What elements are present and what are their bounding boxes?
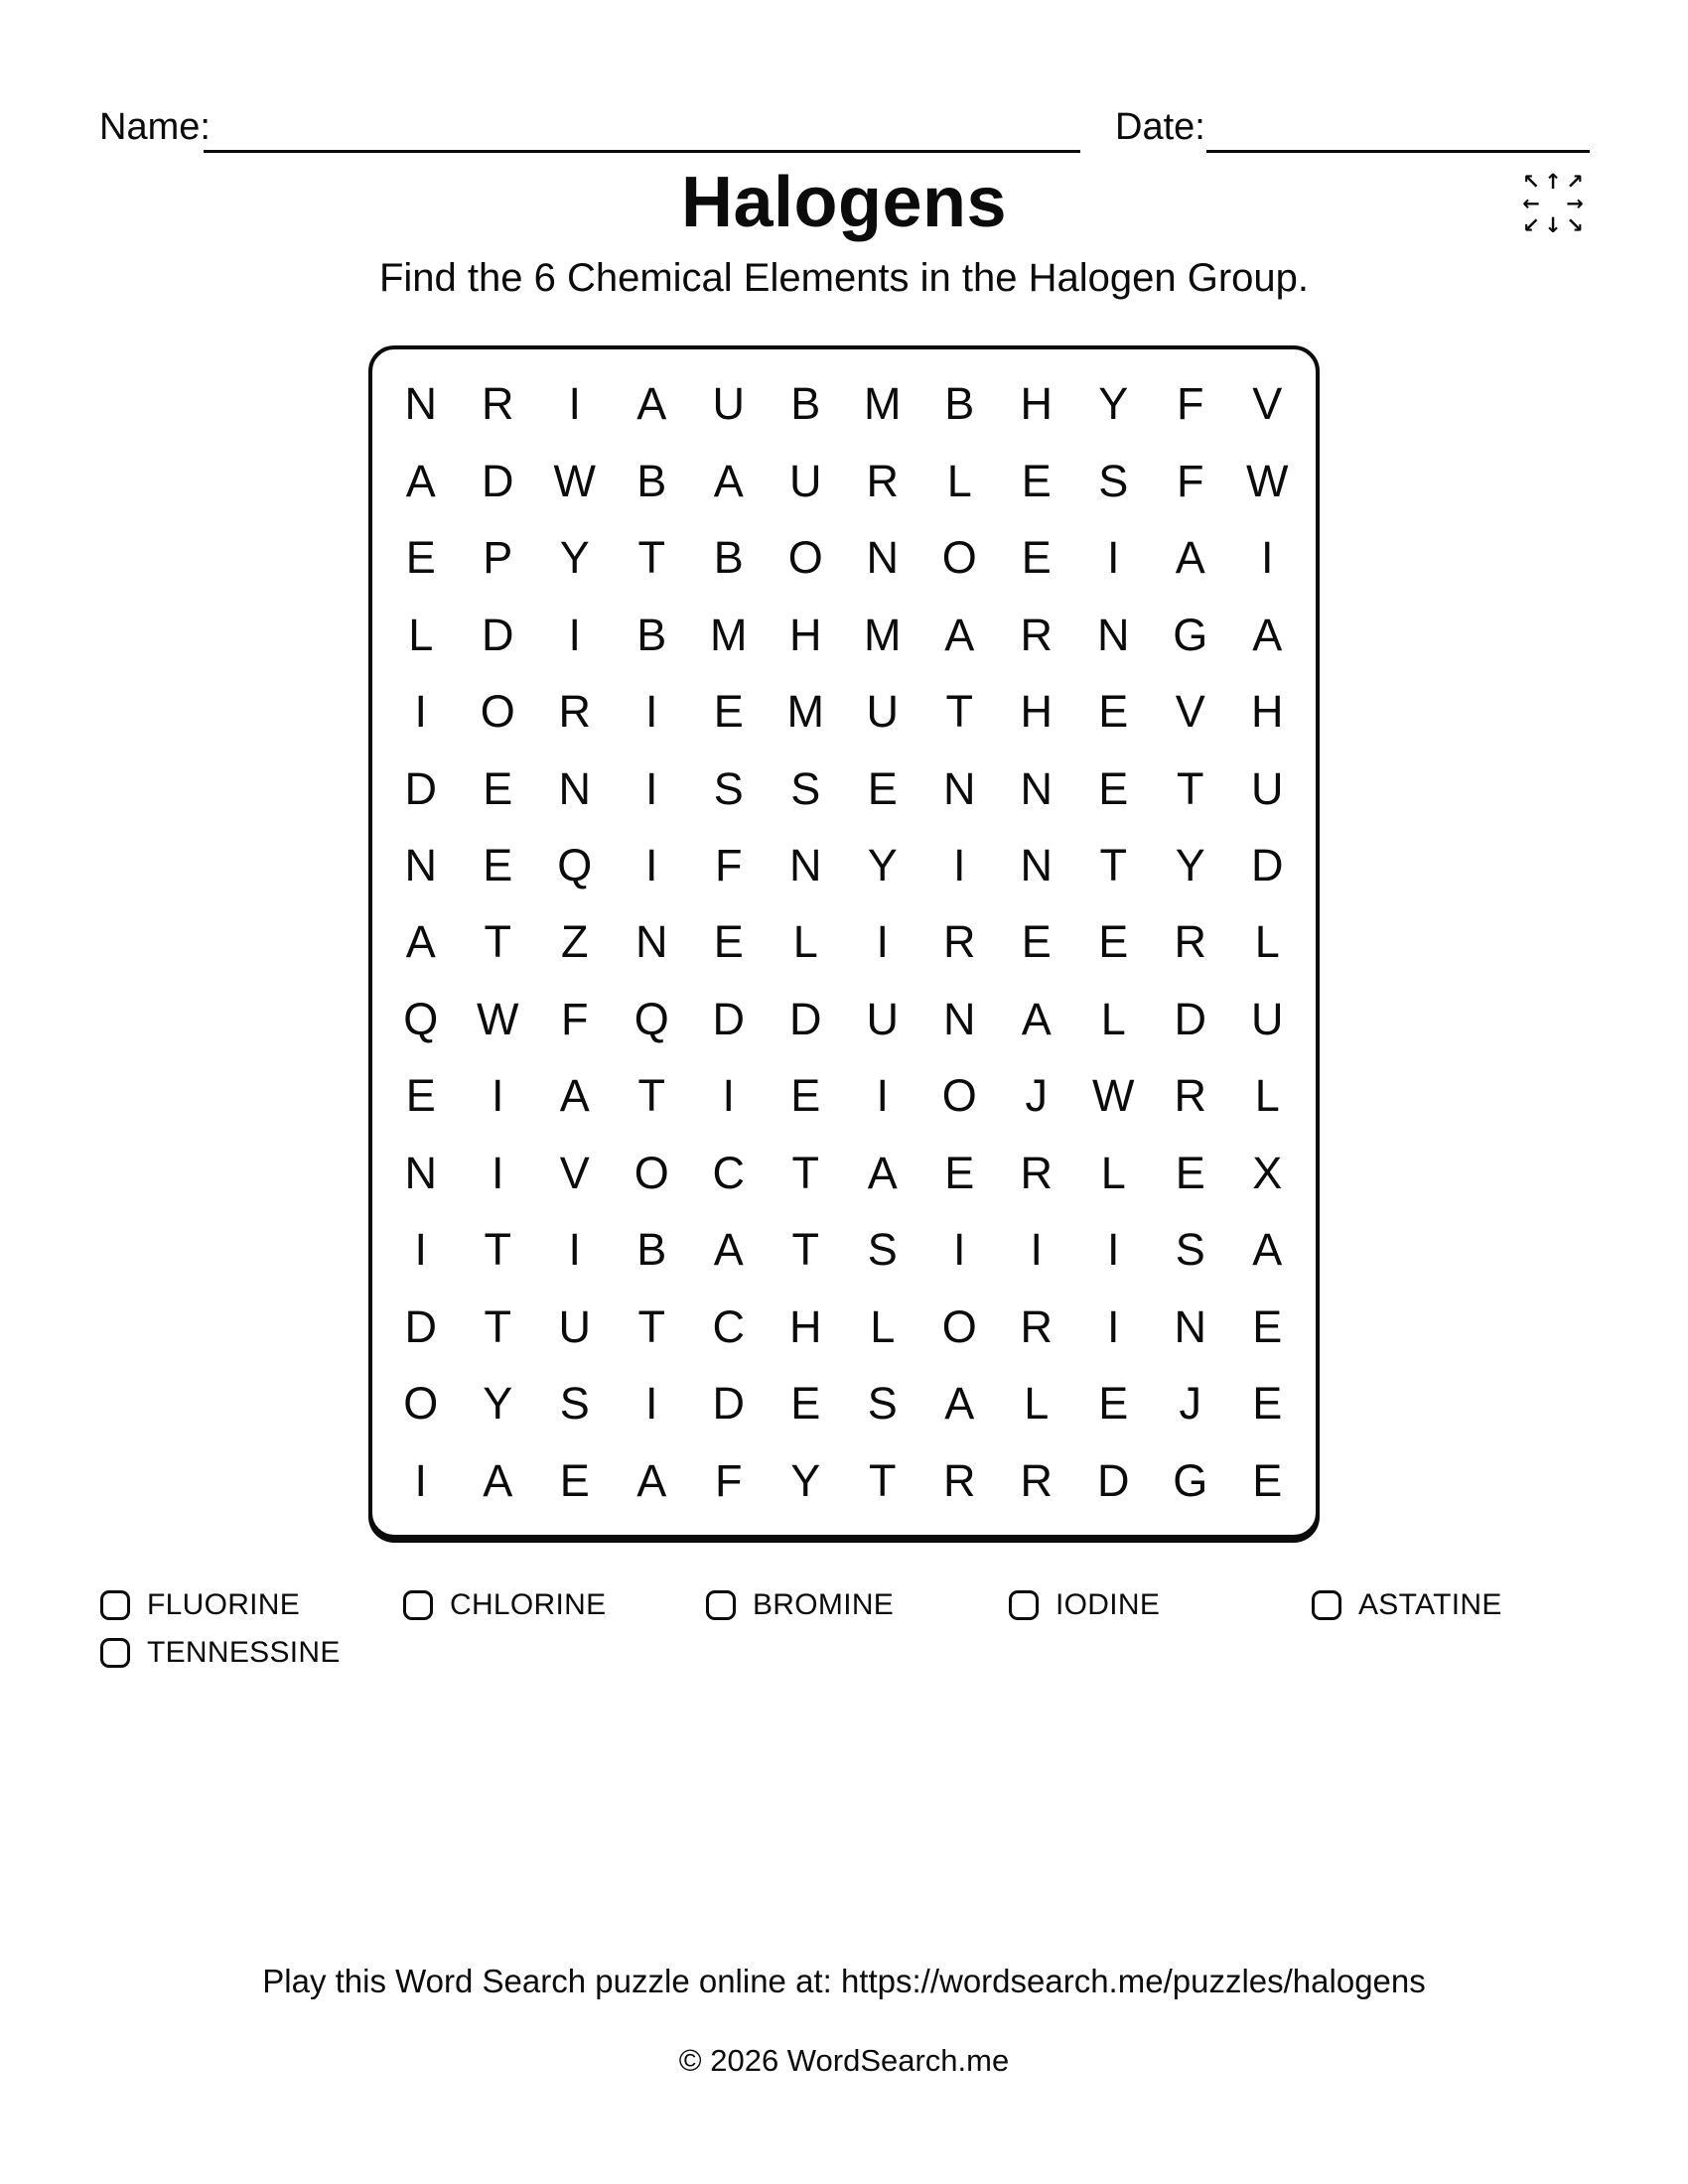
grid-letter: L — [946, 455, 972, 506]
grid-letter: I — [644, 686, 658, 738]
word-list-item — [1312, 1586, 1615, 1624]
grid-letter: E — [1021, 455, 1052, 506]
name-blank-line — [204, 150, 1080, 153]
word-checkbox[interactable] — [100, 1638, 130, 1668]
grid-letter: U — [866, 993, 899, 1044]
grid-letter: A — [944, 1378, 975, 1430]
grid-letter: D — [1097, 1454, 1130, 1506]
grid-letter: E — [1098, 916, 1129, 968]
grid-letter: A — [1021, 993, 1052, 1044]
direction-arrow: ↘ — [1566, 212, 1584, 237]
grid-letter: I — [876, 916, 889, 968]
grid-letter: E — [1021, 532, 1052, 584]
grid-letter: E — [1098, 1378, 1129, 1430]
grid-letter: S — [1098, 455, 1129, 506]
grid-letter: M — [786, 686, 824, 738]
grid-letter: E — [790, 1378, 821, 1430]
grid-letter: M — [864, 609, 902, 660]
grid-letter: A — [1252, 1224, 1283, 1276]
word-label: BROMINE — [753, 1588, 895, 1621]
grid-letter: S — [867, 1378, 898, 1430]
grid-letter: L — [1254, 1070, 1280, 1122]
grid-letter: E — [1252, 1378, 1283, 1430]
grid-letter: L — [1100, 993, 1126, 1044]
grid-letter: E — [1021, 916, 1052, 968]
grid-letter: H — [789, 609, 822, 660]
grid-letter: D — [482, 609, 514, 660]
grid-letter: P — [483, 532, 513, 584]
grid-letter: N — [558, 762, 591, 814]
copyright-text: © 2026 WordSearch.me — [678, 2043, 1010, 2078]
grid-letter: U — [712, 378, 745, 430]
direction-arrow: ↗ — [1566, 169, 1584, 194]
grid-letter: B — [944, 378, 975, 430]
grid-letter: W — [477, 993, 519, 1044]
grid-letter: F — [1177, 455, 1204, 506]
direction-arrow-empty — [1542, 193, 1564, 214]
grid-letter: N — [1020, 762, 1053, 814]
grid-letter: R — [558, 686, 591, 738]
grid-letter: E — [944, 1147, 975, 1198]
grid-letter: I — [491, 1147, 504, 1198]
grid-letter: I — [1030, 1224, 1043, 1276]
grid-letter: U — [558, 1300, 591, 1352]
direction-arrow: → — [1566, 191, 1584, 215]
grid-letter: A — [483, 1454, 513, 1506]
grid-letter: R — [1020, 1147, 1053, 1198]
grid-letter: E — [1098, 686, 1129, 738]
word-list-item — [100, 1586, 403, 1624]
word-list-item — [100, 1634, 403, 1672]
grid-letter: Y — [1175, 840, 1205, 891]
grid-letter: R — [1174, 916, 1206, 968]
direction-arrow: ↙ — [1522, 212, 1540, 237]
grid-letter: E — [1098, 762, 1129, 814]
grid-letter: E — [405, 1070, 436, 1122]
grid-letter: E — [405, 532, 436, 584]
grid-letter: Y — [790, 1454, 821, 1506]
grid-letter: D — [482, 455, 514, 506]
grid-letter: G — [1173, 1454, 1208, 1506]
grid-letter: A — [1252, 609, 1283, 660]
grid-letter: O — [941, 532, 977, 584]
grid-letter: I — [568, 1224, 581, 1276]
grid-letter: T — [484, 916, 511, 968]
grid-letter: F — [715, 1454, 743, 1506]
grid-letter: N — [404, 1147, 437, 1198]
grid-letter: W — [553, 455, 596, 506]
word-label: ASTATINE — [1358, 1588, 1502, 1621]
grid-letter: L — [1254, 916, 1280, 968]
grid-letter: V — [559, 1147, 590, 1198]
word-label: FLUORINE — [147, 1588, 301, 1621]
word-list-item — [706, 1586, 1009, 1624]
grid-letter: A — [405, 455, 436, 506]
grid-letter: H — [1020, 378, 1053, 430]
grid-letter: A — [944, 609, 975, 660]
grid-letter: N — [943, 993, 976, 1044]
grid-letter: I — [491, 1070, 504, 1122]
grid-letter: Z — [561, 916, 589, 968]
letter-grid — [368, 345, 1320, 1539]
word-label: CHLORINE — [450, 1588, 607, 1621]
grid-letter: I — [1106, 1300, 1120, 1352]
word-list — [100, 1586, 1619, 1672]
grid-letter: I — [876, 1070, 889, 1122]
grid-letter: U — [866, 686, 899, 738]
grid-letter: I — [644, 762, 658, 814]
grid-letter: R — [943, 916, 976, 968]
grid-letter: E — [1175, 1147, 1205, 1198]
grid-letter: A — [636, 1454, 667, 1506]
grid-letter: O — [941, 1070, 977, 1122]
grid-letter: I — [1106, 532, 1120, 584]
grid-letter: N — [1097, 609, 1130, 660]
grid-letter: E — [1252, 1454, 1283, 1506]
grid-letter: Q — [633, 993, 669, 1044]
grid-letter: A — [636, 378, 667, 430]
grid-letter: Y — [1098, 378, 1129, 430]
grid-letter: G — [1173, 609, 1208, 660]
grid-letter: I — [952, 840, 966, 891]
grid-letter: U — [1251, 993, 1284, 1044]
grid-letter: I — [568, 378, 581, 430]
direction-arrow: ↑ — [1544, 169, 1562, 194]
grid-letter: L — [792, 916, 818, 968]
direction-arrow: ↓ — [1544, 212, 1562, 237]
grid-letter: F — [715, 840, 743, 891]
grid-letter: E — [713, 686, 744, 738]
grid-letter: S — [790, 762, 821, 814]
grid-letter: I — [644, 840, 658, 891]
grid-letter: I — [1106, 1224, 1120, 1276]
grid-letter: I — [1260, 532, 1274, 584]
grid-letter: C — [712, 1147, 745, 1198]
all-directions-arrows-icon — [1520, 171, 1586, 236]
grid-letter: D — [712, 993, 745, 1044]
grid-letter: S — [559, 1378, 590, 1430]
grid-letter: N — [635, 916, 668, 968]
grid-letter: I — [414, 1454, 427, 1506]
grid-letter: T — [637, 1070, 665, 1122]
grid-letter: T — [869, 1454, 897, 1506]
name-label: Name: — [99, 106, 211, 148]
grid-letter: E — [559, 1454, 590, 1506]
direction-arrow: ↖ — [1522, 169, 1540, 194]
grid-letter: N — [1174, 1300, 1206, 1352]
grid-letter: O — [403, 1378, 439, 1430]
grid-letter: I — [722, 1070, 735, 1122]
grid-letter: D — [404, 762, 437, 814]
grid-letter: F — [1177, 378, 1204, 430]
grid-letter: N — [1020, 840, 1053, 891]
word-list-item — [1009, 1586, 1312, 1624]
grid-letter: C — [712, 1300, 745, 1352]
grid-letter: L — [1024, 1378, 1050, 1430]
grid-letter: U — [789, 455, 822, 506]
grid-letter: B — [636, 1224, 667, 1276]
grid-letter: I — [644, 1378, 658, 1430]
grid-letter: M — [710, 609, 748, 660]
page-title: Halogens — [680, 163, 1008, 242]
grid-letter: D — [712, 1378, 745, 1430]
grid-letter: O — [941, 1300, 977, 1352]
grid-letter: H — [1020, 686, 1053, 738]
grid-letter: D — [404, 1300, 437, 1352]
grid-letter: O — [787, 532, 823, 584]
word-checkbox[interactable] — [403, 1590, 433, 1620]
grid-letter: B — [636, 455, 667, 506]
grid-letter: S — [713, 762, 744, 814]
grid-letter: D — [1251, 840, 1284, 891]
grid-letter: R — [1020, 1454, 1053, 1506]
grid-letter: E — [483, 762, 513, 814]
grid-letter: F — [561, 993, 589, 1044]
word-label: IODINE — [1055, 1588, 1161, 1621]
grid-letter: N — [943, 762, 976, 814]
grid-letter: H — [1251, 686, 1284, 738]
word-checkbox[interactable] — [1009, 1590, 1039, 1620]
grid-letter: T — [791, 1224, 819, 1276]
grid-letter: H — [789, 1300, 822, 1352]
direction-arrow: ← — [1522, 191, 1540, 215]
grid-letter: B — [790, 378, 821, 430]
grid-letter: L — [408, 609, 434, 660]
date-blank-line — [1206, 150, 1590, 153]
grid-letter: A — [867, 1147, 898, 1198]
grid-letter: E — [483, 840, 513, 891]
grid-letter: Y — [483, 1378, 513, 1430]
grid-letter: D — [789, 993, 822, 1044]
word-checkbox[interactable] — [1312, 1590, 1341, 1620]
grid-letter: U — [1251, 762, 1284, 814]
grid-letter: I — [952, 1224, 966, 1276]
grid-letter: J — [1179, 1378, 1201, 1430]
grid-letter: A — [713, 455, 744, 506]
grid-letter: E — [713, 916, 744, 968]
grid-letter: N — [789, 840, 822, 891]
grid-letter: Q — [403, 993, 439, 1044]
word-checkbox[interactable] — [100, 1590, 130, 1620]
grid-letter: T — [484, 1224, 511, 1276]
grid-letter: A — [1175, 532, 1205, 584]
grid-letter: T — [1099, 840, 1127, 891]
grid-letter: E — [1252, 1300, 1283, 1352]
grid-letter: R — [482, 378, 514, 430]
grid-letter: N — [404, 840, 437, 891]
grid-letter: T — [791, 1147, 819, 1198]
grid-letter: R — [1020, 609, 1053, 660]
grid-letter: B — [636, 609, 667, 660]
grid-letter: S — [867, 1224, 898, 1276]
grid-letter: R — [1174, 1070, 1206, 1122]
online-url-text: Play this Word Search puzzle online at: https://wordsearch.me/puzzles/halogens — [262, 1963, 1426, 1999]
word-label: TENNESSINE — [147, 1636, 341, 1669]
grid-letter: L — [1100, 1147, 1126, 1198]
grid-letter: N — [404, 378, 437, 430]
grid-letter: E — [790, 1070, 821, 1122]
puzzle-instructions: Find the 6 Chemical Elements in the Halogen Group. — [378, 256, 1310, 300]
grid-letter: W — [1246, 455, 1289, 506]
grid-letter: A — [559, 1070, 590, 1122]
grid-letter: O — [633, 1147, 669, 1198]
grid-letter: I — [414, 686, 427, 738]
word-list-item — [403, 1586, 706, 1624]
grid-letter: Q — [557, 840, 593, 891]
grid-letter: D — [1174, 993, 1206, 1044]
grid-letter: X — [1252, 1147, 1283, 1198]
grid-letter: T — [484, 1300, 511, 1352]
grid-letter: A — [405, 916, 436, 968]
grid-letter: V — [1252, 378, 1283, 430]
grid-letter: J — [1025, 1070, 1048, 1122]
grid-letter: O — [480, 686, 515, 738]
grid-letter: N — [866, 532, 899, 584]
grid-letter: T — [637, 532, 665, 584]
grid-letter: Y — [559, 532, 590, 584]
grid-letter: A — [713, 1224, 744, 1276]
grid-letter: R — [1020, 1300, 1053, 1352]
grid-letter: R — [943, 1454, 976, 1506]
grid-letter: T — [945, 686, 973, 738]
grid-letter: Y — [867, 840, 898, 891]
grid-letter: B — [713, 532, 744, 584]
grid-letter: I — [568, 609, 581, 660]
grid-letter: I — [414, 1224, 427, 1276]
grid-letter: W — [1092, 1070, 1135, 1122]
word-checkbox[interactable] — [706, 1590, 736, 1620]
grid-letter: E — [867, 762, 898, 814]
grid-letter: R — [866, 455, 899, 506]
grid-letter: T — [637, 1300, 665, 1352]
grid-letter: S — [1175, 1224, 1205, 1276]
grid-letter: T — [1177, 762, 1204, 814]
grid-letter: V — [1175, 686, 1205, 738]
date-label: Date: — [1115, 106, 1205, 148]
grid-letter: L — [870, 1300, 896, 1352]
grid-letter: M — [864, 378, 902, 430]
